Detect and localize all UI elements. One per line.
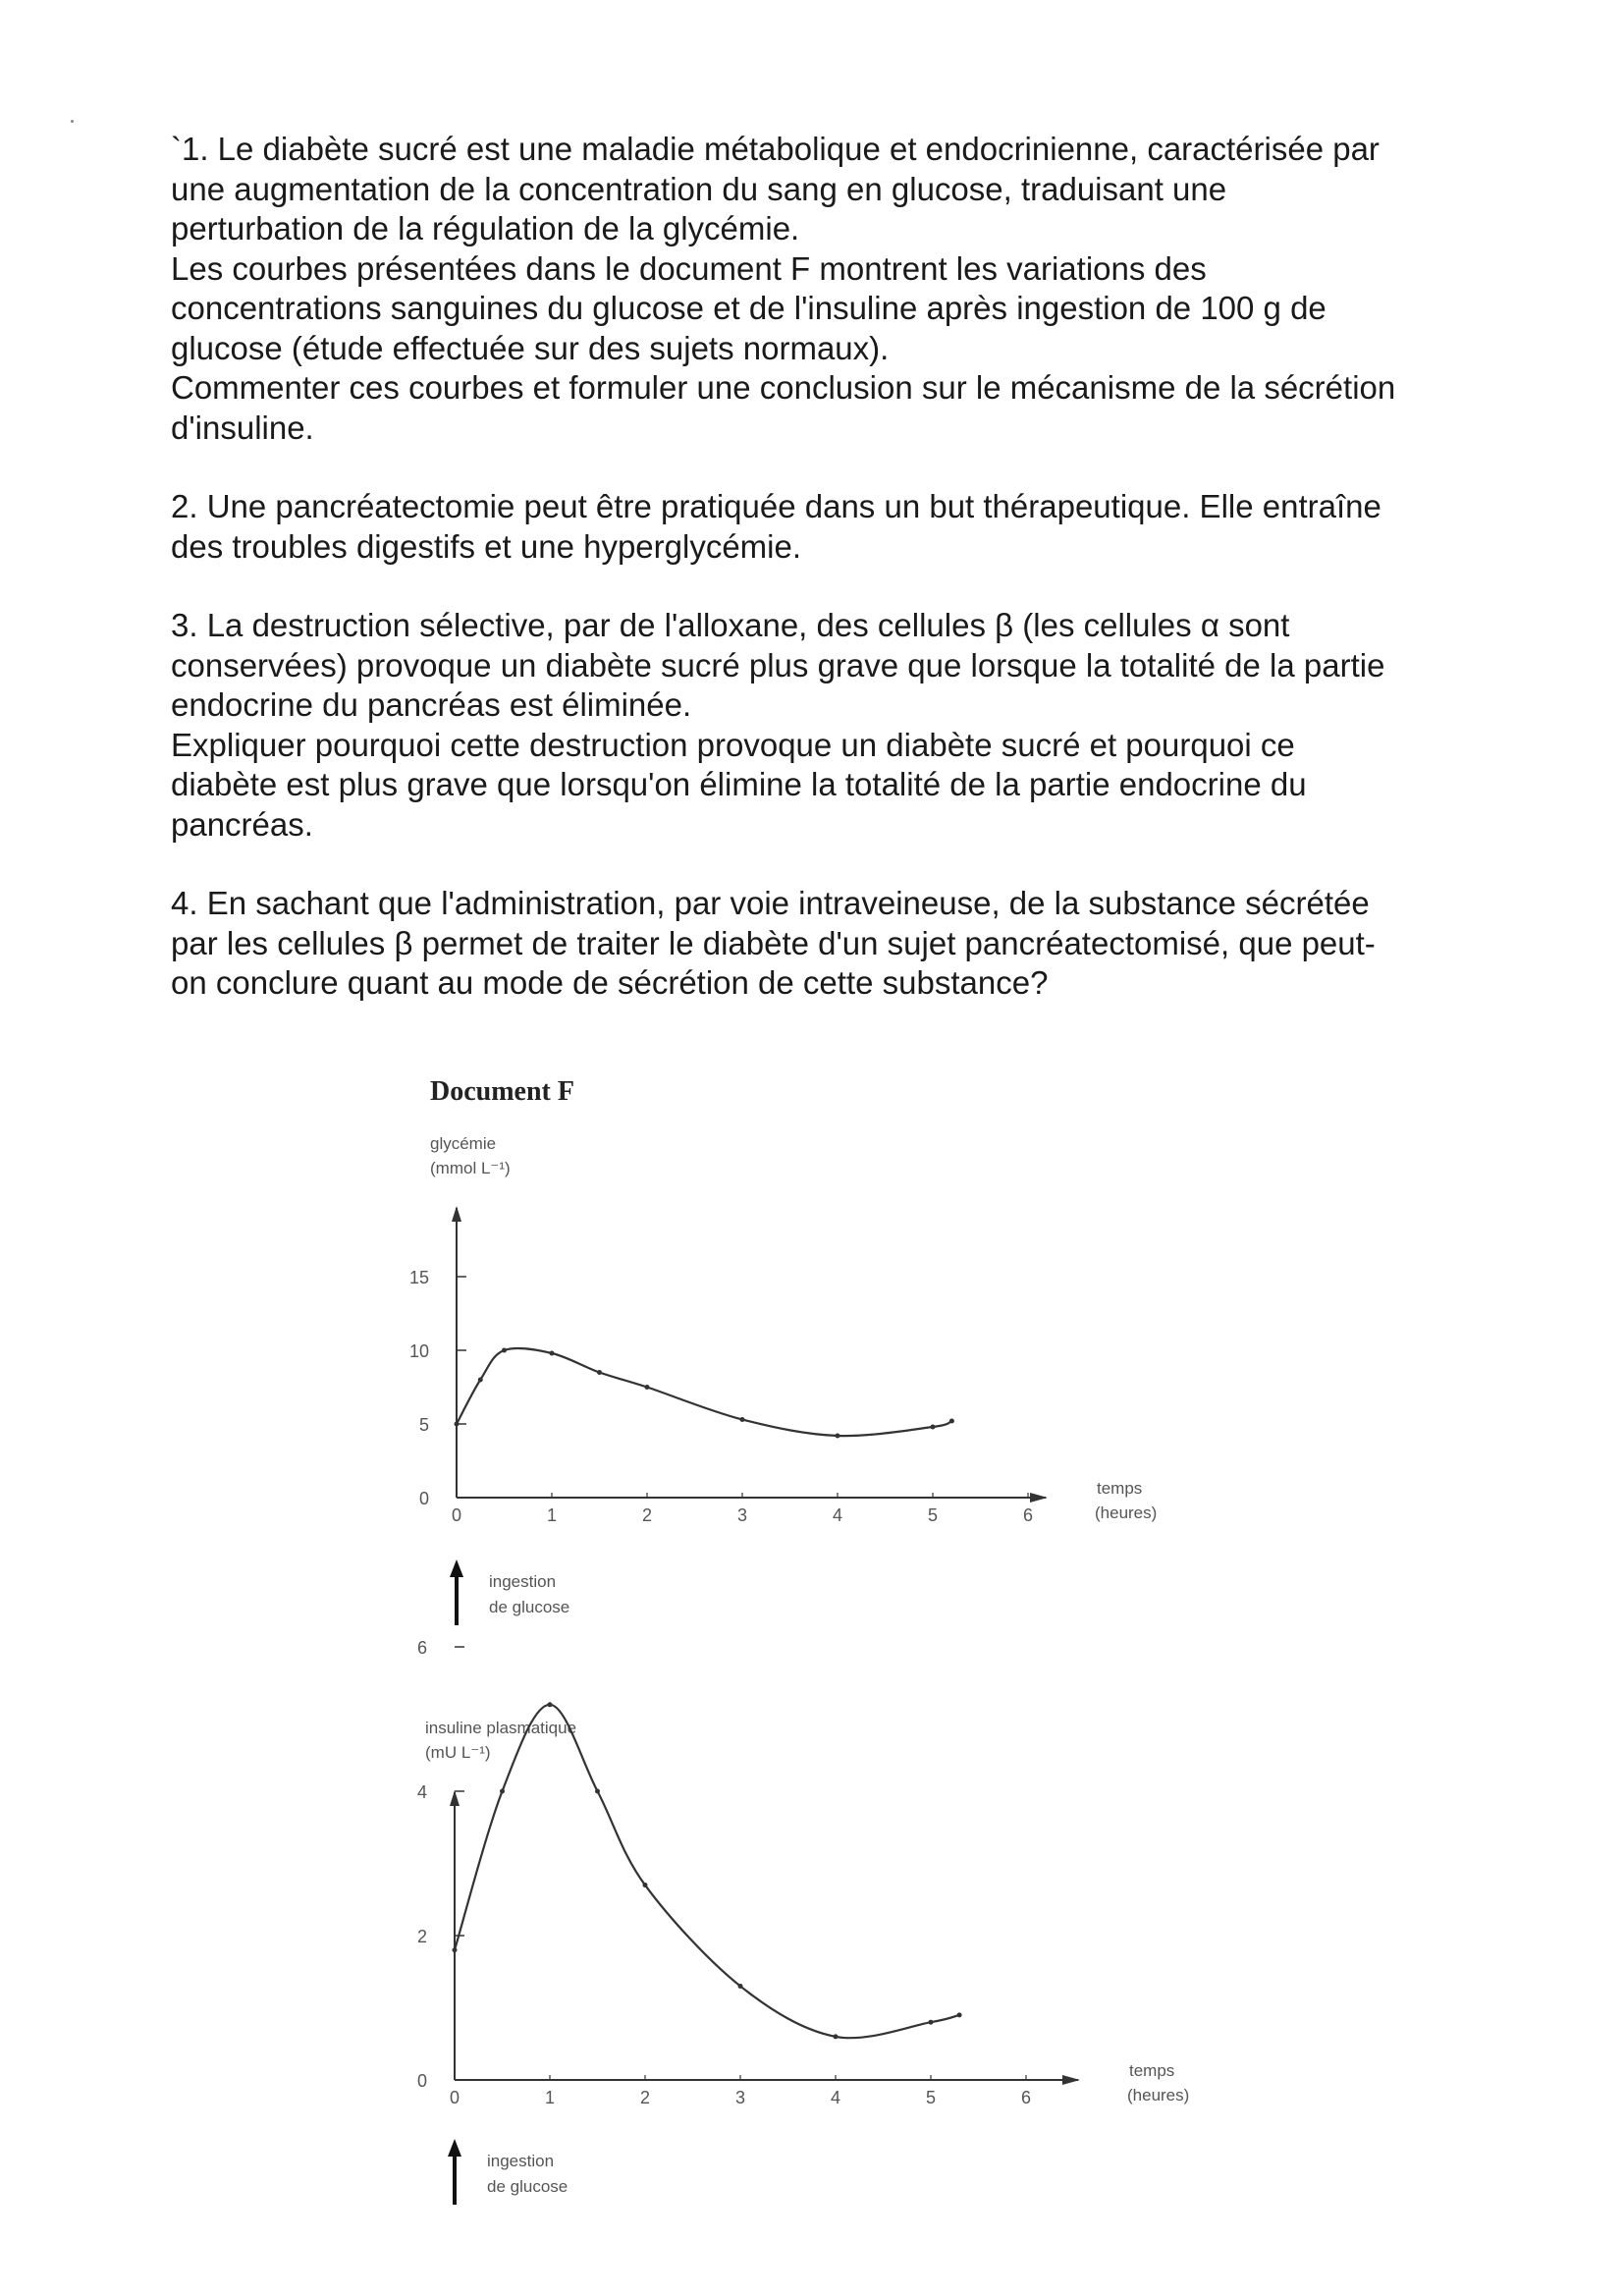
x-tick-label: 5 bbox=[925, 2088, 937, 2107]
y-axis-unit: (mmol L⁻¹) bbox=[430, 1159, 511, 1177]
y-tick-label: 0 bbox=[416, 2071, 427, 2091]
question-line: une augmentation de la concentration du sang en glucose, traduisant une bbox=[171, 170, 1227, 207]
data-point bbox=[597, 1370, 602, 1375]
data-point bbox=[502, 1348, 507, 1353]
document-title: Document F bbox=[430, 1076, 574, 1107]
question-line: par les cellules β permet de traiter le diabète d'un sujet pancréatectomisé, que peut- bbox=[171, 924, 1376, 961]
question-line: `1. Le diabète sucré est une maladie métabolique et endocrinienne, caractérisée par bbox=[171, 131, 1380, 167]
x-tick-label: 6 bbox=[1022, 1505, 1034, 1525]
y-axis-arrowhead bbox=[452, 1206, 461, 1222]
y-axis-arrowhead bbox=[450, 1790, 460, 1806]
series-line bbox=[455, 1705, 959, 2038]
question-line: 2. Une pancréatectomie peut être pratiquée dans un but thérapeutique. Elle entraîne bbox=[171, 488, 1381, 524]
ingestion-label: ingestion bbox=[487, 2152, 555, 2170]
data-point bbox=[550, 1351, 555, 1356]
data-point bbox=[931, 1425, 936, 1430]
data-point bbox=[595, 1789, 600, 1794]
ingestion-label: de glucose bbox=[489, 1598, 570, 1616]
question-line: conservées) provoque un diabète sucré plus grave que lorsque la totalité de la partie bbox=[171, 646, 1385, 683]
x-axis-arrowhead bbox=[1030, 1493, 1048, 1503]
data-point bbox=[738, 1984, 743, 1989]
data-point bbox=[740, 1417, 745, 1422]
ingestion-label: ingestion bbox=[489, 1572, 557, 1591]
x-tick-label: 2 bbox=[641, 1505, 653, 1525]
x-tick-label: 0 bbox=[449, 2088, 460, 2107]
data-point bbox=[834, 2034, 839, 2039]
x-axis-unit: (heures) bbox=[1127, 2086, 1190, 2105]
question-line: Commenter ces courbes et formuler une conclusion sur le mécanisme de la sécrétion bbox=[171, 369, 1396, 406]
x-tick-label: 4 bbox=[832, 1505, 843, 1525]
question-line: 4. En sachant que l'administration, par voie intraveineuse, de la substance sécrétée bbox=[171, 885, 1370, 921]
x-tick-label: 4 bbox=[830, 2088, 841, 2107]
data-point bbox=[548, 1702, 553, 1707]
question-line: d'insuline. bbox=[171, 409, 314, 446]
question-line: diabète est plus grave que lorsqu'on élimine la totalité de la partie endocrine du bbox=[171, 766, 1307, 802]
y-tick-label: 0 bbox=[418, 1489, 429, 1508]
data-point bbox=[643, 1883, 648, 1887]
data-point bbox=[957, 2012, 962, 2017]
question-line: on conclure quant au mode de sécrétion de cette substance? bbox=[171, 964, 1049, 1001]
x-tick-label: 6 bbox=[1020, 2088, 1032, 2107]
data-point bbox=[453, 1947, 458, 1952]
ingestion-arrowhead bbox=[448, 2139, 461, 2157]
glycemia-chart bbox=[409, 1134, 1157, 1625]
ingestion-arrowhead bbox=[450, 1559, 463, 1577]
x-tick-label: 3 bbox=[734, 2088, 746, 2107]
x-axis-arrowhead bbox=[1062, 2075, 1080, 2085]
x-axis-unit: (heures) bbox=[1095, 1503, 1158, 1522]
y-tick-label: 6 bbox=[416, 1638, 427, 1658]
y-axis-label: insuline plasmatique bbox=[425, 1719, 577, 1737]
data-point bbox=[455, 1422, 460, 1427]
question-line: Les courbes présentées dans le document F montrent les variations des bbox=[171, 249, 1207, 287]
data-point bbox=[645, 1385, 650, 1390]
x-axis-label: temps bbox=[1097, 1479, 1143, 1498]
data-point bbox=[836, 1434, 840, 1439]
y-tick-label: 15 bbox=[408, 1268, 429, 1287]
question-line: concentrations sanguines du glucose et de l'insuline après ingestion de 100 g de bbox=[171, 290, 1326, 326]
x-tick-label: 1 bbox=[544, 2088, 556, 2107]
question-line: Expliquer pourquoi cette destruction provoque un diabète sucré et pourquoi ce bbox=[171, 726, 1295, 763]
y-tick-label: 4 bbox=[416, 1782, 427, 1802]
data-point bbox=[949, 1419, 954, 1424]
ingestion-label: de glucose bbox=[487, 2177, 568, 2196]
question-line: glucose (étude effectuée sur des sujets normaux). bbox=[171, 329, 890, 366]
y-axis-unit: (mU L⁻¹) bbox=[425, 1743, 491, 1762]
y-tick-label: 2 bbox=[416, 1927, 427, 1946]
x-tick-label: 1 bbox=[546, 1505, 558, 1525]
data-point bbox=[478, 1378, 483, 1383]
y-tick-label: 5 bbox=[418, 1415, 429, 1435]
x-tick-label: 3 bbox=[736, 1505, 748, 1525]
y-axis-label: glycémie bbox=[430, 1134, 497, 1153]
x-tick-label: 5 bbox=[927, 1505, 939, 1525]
data-point bbox=[929, 2020, 934, 2025]
question-line: des troubles digestifs et une hyperglycémie. bbox=[171, 527, 802, 565]
x-tick-label: 2 bbox=[639, 2088, 651, 2107]
data-point bbox=[500, 1789, 505, 1794]
x-tick-label: 0 bbox=[451, 1505, 462, 1525]
series-line bbox=[457, 1348, 951, 1436]
y-tick-label: 10 bbox=[408, 1341, 429, 1361]
question-line: 3. La destruction sélective, par de l'alloxane, des cellules β (les cellules α sont bbox=[171, 607, 1290, 643]
question-line: endocrine du pancréas est éliminée. bbox=[171, 686, 692, 723]
question-line: perturbation de la régulation de la glycémie. bbox=[171, 210, 800, 246]
insulin-chart bbox=[417, 1638, 1189, 2205]
question-line: pancréas. bbox=[171, 805, 313, 843]
x-axis-label: temps bbox=[1129, 2061, 1175, 2080]
